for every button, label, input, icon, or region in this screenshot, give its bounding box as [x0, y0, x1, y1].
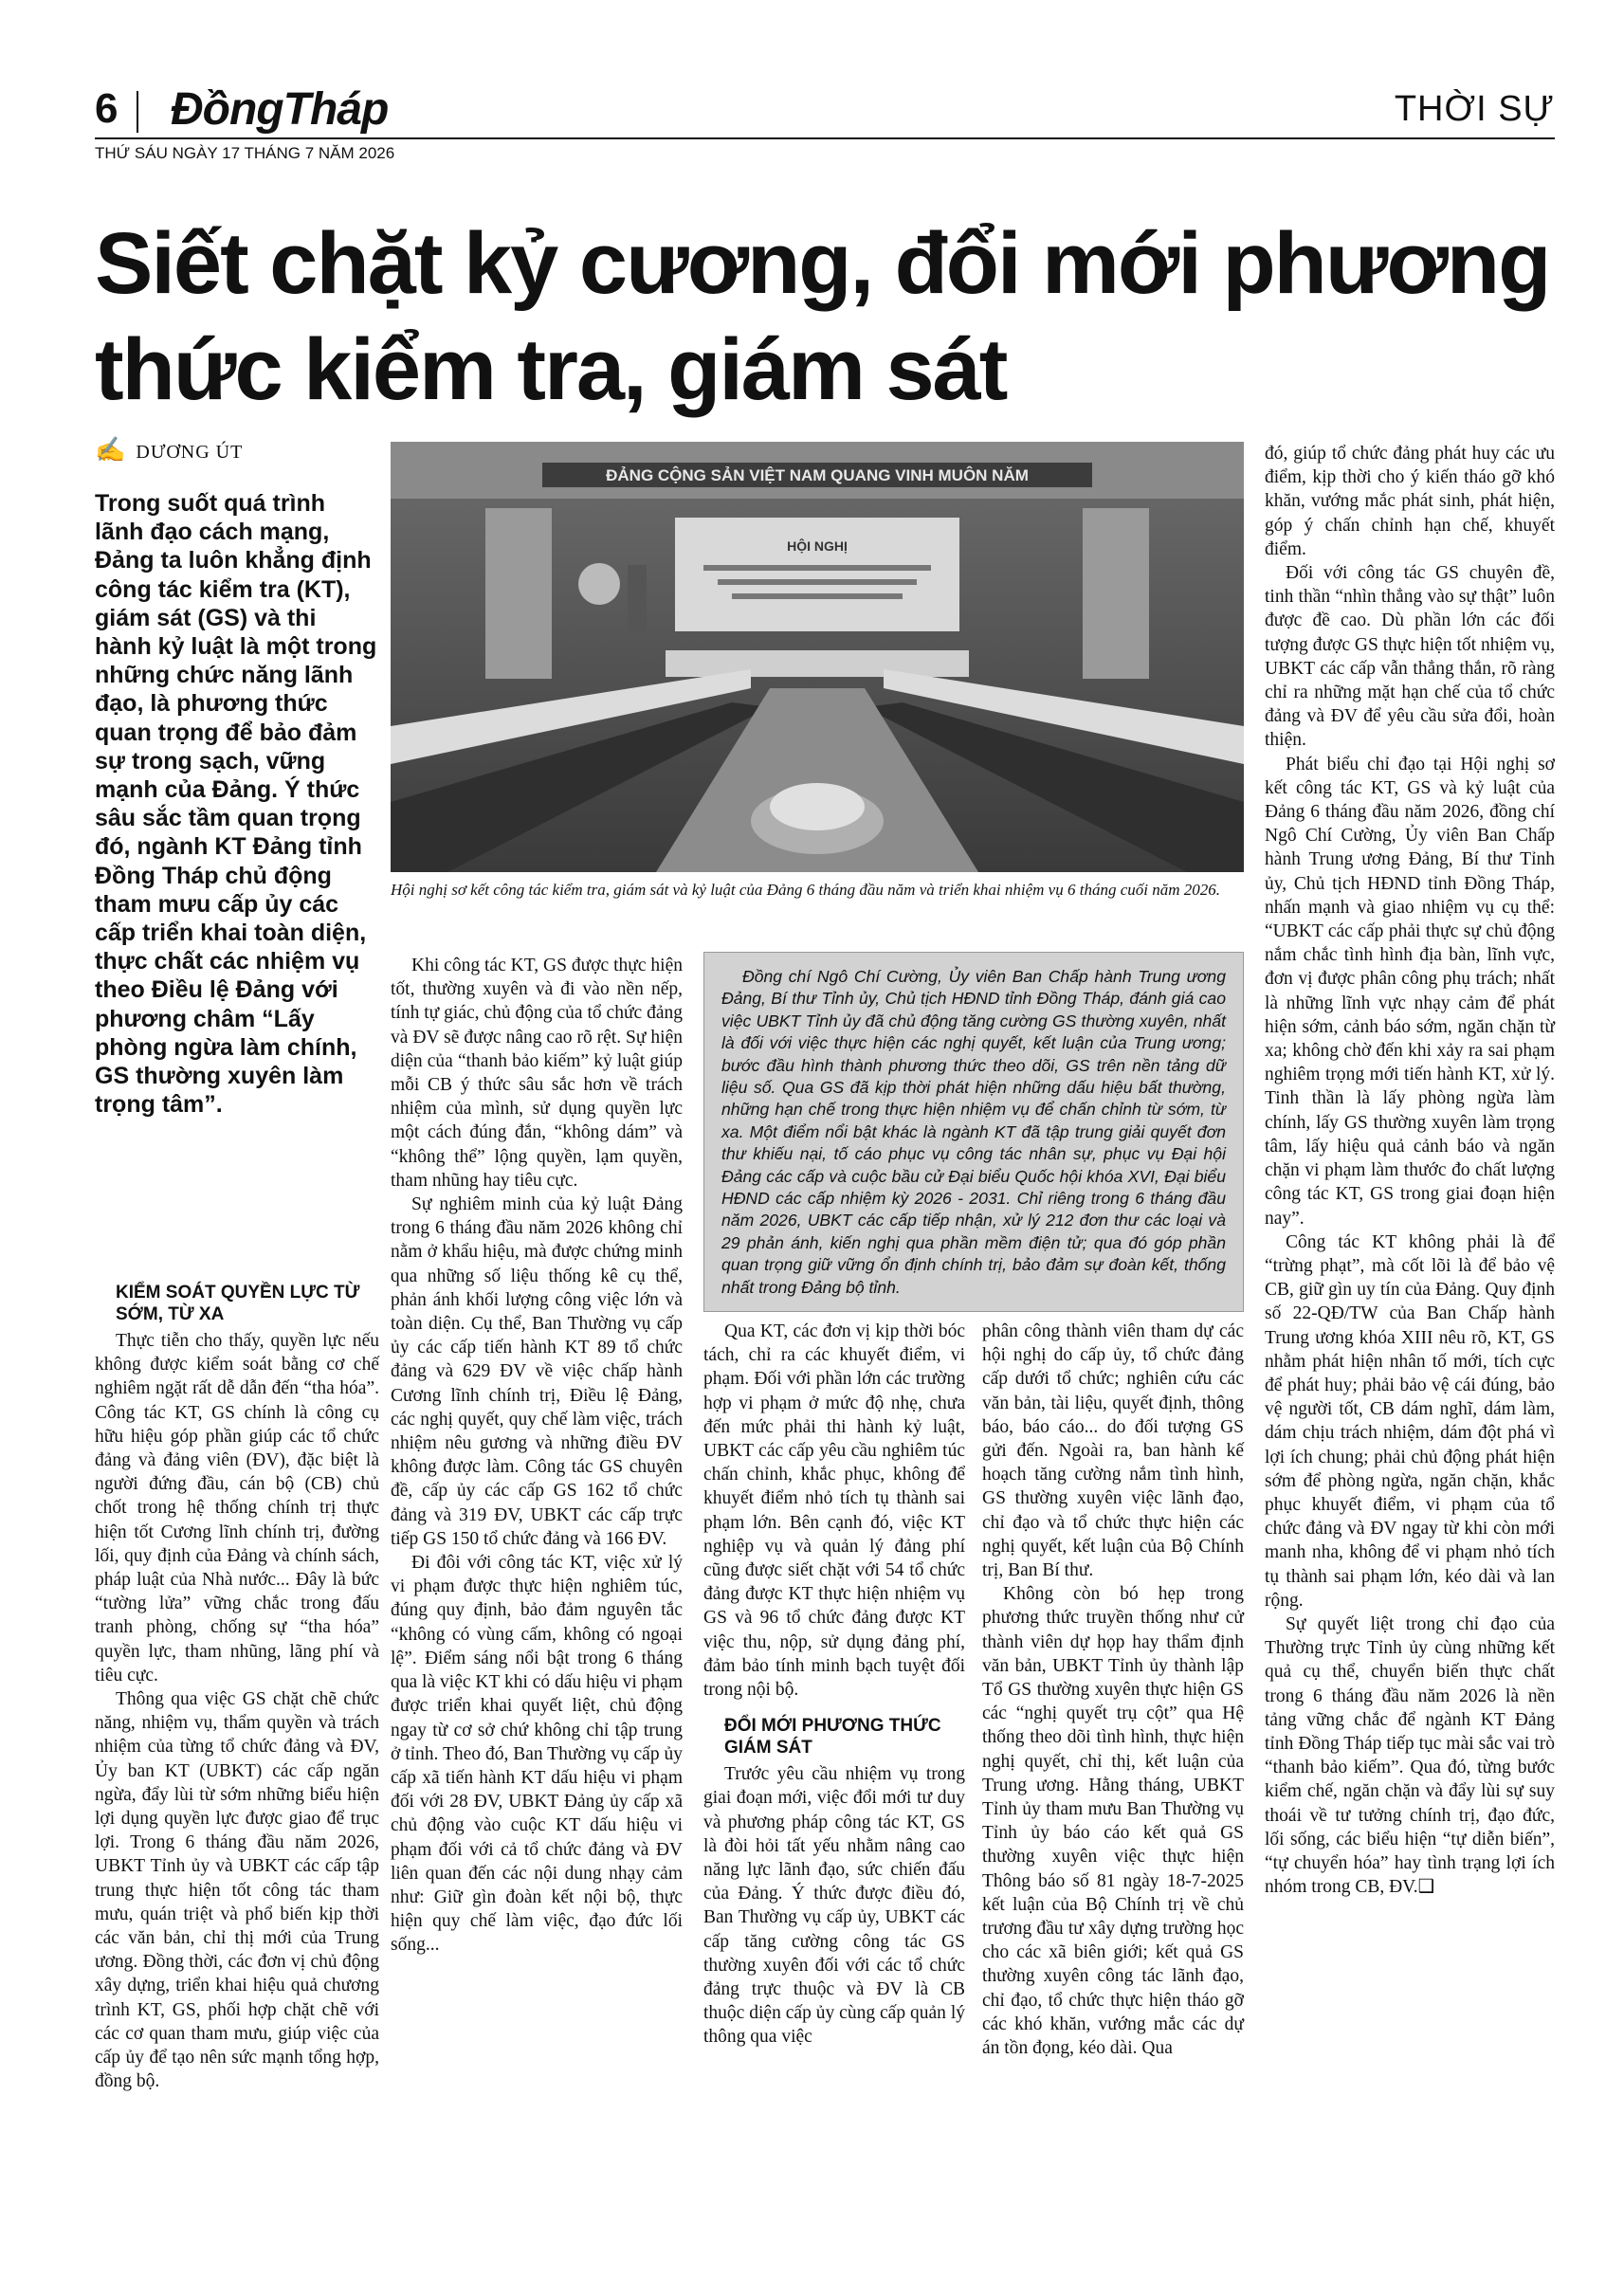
article-lead: Trong suốt quá trình lãnh đạo cách mạng, Đảng ta luôn khẳng định công tác kiểm tra (KT), giám sát (GS) và thi hành kỷ luật là một trong những chức năng lãnh đạo, là phương thức quan trọng để bảo đảm sự trong sạch, vững mạnh của Đảng. Ý thức sâu sắc tầm quan trọng đó, ngành KT Đảng tỉnh Đồng Tháp chủ động tham mưu cấp ủy các cấp triển khai toàn diện, thực chất các nhiệm vụ theo Điều lệ Đảng với phương châm “Lấy phòng ngừa làm chính, GS thường xuyên làm trọng tâm”.	[95, 490, 377, 1119]
col5-paragraph: Công tác KT không phải là để “trừng phạt”, mà cốt lõi là để bảo vệ CB, giữ gìn uy tín của Đảng. Quy định số 22-QĐ/TW của Ban Chấp hành Trung ương khóa XIII nêu rõ, KT, GS nhằm phát hiện nhân tố mới, tích cực để phát huy; phải bảo vệ cái đúng, bảo vệ người tốt, CB dám nghĩ, dám làm, dám chịu trách nhiệm, dám đột phá vì lợi ích chung; phải chủ động phát hiện sớm để phòng ngừa, ngăn chặn, khắc phục khuyết điểm, vi phạm của tổ chức đảng và ĐV ngay từ khi còn mới manh nha, không để vi phạm nhỏ tích tụ thành sai phạm lớn, kéo dài và lan rộng.	[1265, 1231, 1555, 1611]
masthead	[95, 83, 1555, 140]
col5-paragraph: Phát biểu chỉ đạo tại Hội nghị sơ kết công tác KT, GS và kỷ luật của Đảng 6 tháng đầu năm 2026, đồng chí Ngô Chí Cường, Ủy viên Ban Chấp hành Trung ương Đảng, Bí thư Tỉnh ủy, Chủ tịch HĐND tỉnh Đồng Tháp, nhấn mạnh và giao nhiệm vụ cụ thể: “UBKT các cấp phải thực sự chủ động nắm chắc tình hình địa bàn, lĩnh vực, đơn vị được phân công phụ trách; nhất là những lĩnh vực nhạy cảm để phát hiện sớm, cảnh báo sớm, ngăn chặn từ xa; không chờ đến khi xảy ra sai phạm nghiêm trọng mới tiến hành KT, xử lý. Tinh thần là lấy phòng ngừa làm chính, lấy GS thường xuyên làm trọng tâm, lấy hiệu quả cảnh báo và ngăn chặn vi phạm làm thước đo chất lượng công tác KT, GS trong giai đoạn hiện nay”.	[1265, 754, 1555, 1229]
pen-icon: ✍	[95, 436, 127, 464]
conference-photo-illustration	[391, 442, 1244, 872]
author-name: DƯƠNG ÚT	[136, 442, 244, 463]
dateline: THỨ SÁU NGÀY 17 THÁNG 7 NĂM 2026	[95, 144, 395, 162]
col5-paragraph: Đối với công tác GS chuyên đề, tinh thần “nhìn thẳng vào sự thật” luôn được đề cao. Dù phần lớn các đối tượng được GS thực hiện tốt nhiệm vụ, UBKT các cấp vẫn thẳng thắn, rõ ràng chỉ ra những mặt hạn chế của tổ chức đảng và ĐV để yêu cầu sửa đổi, hoàn thiện.	[1265, 563, 1555, 751]
column-3	[703, 1320, 965, 2050]
col4-paragraph: phân công thành viên tham dự các hội nghị do cấp ủy, tổ chức đảng cấp dưới tổ chức; nghiên cứu các văn bản, tài liệu, quyết định, thông báo, báo cáo... do đối tượng GS gửi đến. Ngoài ra, ban hành kế hoạch tăng cường nắm tình hình, GS thường xuyên việc lãnh đạo, chỉ đạo và tổ chức thực hiện các nghị quyết, kết luận của Bộ Chính trị, Ban Bí thư.	[982, 1321, 1244, 1581]
col3-paragraph: Trước yêu cầu nhiệm vụ trong giai đoạn mới, việc đổi mới tư duy và phương pháp công tác KT, GS là đòi hỏi tất yếu nhằm nâng cao năng lực lãnh đạo, sức chiến đấu của Đảng. Ý thức được điều đó, Ban Thường vụ cấp ủy, UBKT các cấp tăng cường công tác GS thường xuyên đối với các tổ chức đảng trực thuộc và ĐV là CB thuộc diện cấp ủy cùng cấp quản lý thông qua việc	[703, 1764, 965, 2048]
col1-paragraph: Thực tiễn cho thấy, quyền lực nếu không được kiểm soát bằng cơ chế nghiêm ngặt rất dễ dẫn đến “tha hóa”. Công tác KT, GS chính là công cụ hữu hiệu góp phần giúp các tổ chức đảng và đảng viên (ĐV), đặc biệt là người đứng đầu, cán bộ (CB) chủ chốt trong hệ thống chính trị thực hiện tốt Cương lĩnh chính trị, đường lối, quy định của Đảng và chính sách, pháp luật của Nhà nước... Đây là bức “tường lửa” vững chắc trong đấu tranh phòng, chống sự “tha hóa” quyền lực, tham nhũng, lãng phí và tiêu cực.	[95, 1331, 379, 1686]
pull-quote-box: Đồng chí Ngô Chí Cường, Ủy viên Ban Chấp hành Trung ương Đảng, Bí thư Tỉnh ủy, Chủ tịch HĐND tỉnh Đồng Tháp, đánh giá cao việc UBKT Tỉnh ủy đã chủ động tăng cường GS thường xuyên, nhất là đối với việc thực hiện các nghị quyết, kết luận của Trung ương; bước đầu hình thành phương thức theo dõi, GS trên nền tảng dữ liệu số. Qua GS đã kịp thời phát hiện những dấu hiệu bất thường, những hạn chế trong thực hiện nhiệm vụ để chấn chỉnh từ sớm, từ xa. Một điểm nổi bật khác là ngành KT đã tập trung giải quyết đơn thư khiếu nại, tố cáo phục vụ công tác nhân sự, phục vụ Đại hội Đảng các cấp và cuộc bầu cử Đại biểu Quốc hội khóa XVI, Đại biểu HĐND các cấp nhiệm kỳ 2026 - 2031. Chỉ riêng trong 6 tháng đầu năm 2026, UBKT các cấp tiếp nhận, xử lý 212 đơn thư các loại và 29 phản ánh, kiến nghị qua phần mềm điện tử; qua đó góp phần quan trọng giữ vững ổn định chính trị, bảo đảm sự đoàn kết, thống nhất trong Đảng bộ tỉnh.	[703, 952, 1244, 1312]
col5-final-text: Sự quyết liệt trong chỉ đạo của Thường trực Tỉnh ủy cùng những kết quả cụ thể, chuyển biến thực chất trong 6 tháng đầu năm 2026 là nền tảng vững chắc để ngành KT Đảng tỉnh Đồng Tháp tiếp tục mài sắc vai trò “thanh bảo kiếm”. Qua đó, từng bước kiểm chế, ngăn chặn và đẩy lùi sự suy thoái về tư tưởng chính trị, đạo đức, lối sống, các biểu hiện “tự diễn biến”, “tự chuyển hóa” hay tình trạng lợi ích nhóm trong CB, ĐV.	[1265, 1613, 1555, 1898]
photo-screen-title: HỘI NGHỊ	[787, 538, 848, 554]
col3-paragraph: Qua KT, các đơn vị kịp thời bóc tách, chỉ ra các khuyết điểm, vi phạm. Đối với phần lớn các trường hợp vi phạm ở mức độ nhẹ, chưa đến mức phải thi hành kỷ luật, UBKT các cấp yêu cầu nghiêm túc chấn chỉnh, khắc phục, không để khuyết điểm nhỏ tích tụ thành sai phạm lớn. Bên cạnh đó, việc KT nghiệp vụ và quản lý đảng phí cũng được siết chặt với 54 tổ chức đảng được KT thực hiện nhiệm vụ GS và 96 tổ chức đảng được KT việc thu, nộp, sử dụng đảng phí, đảm bảo tính minh bạch tuyệt đối trong nội bộ.	[703, 1321, 965, 1701]
column-4	[982, 1320, 1244, 2060]
subhead-1: KIỂM SOÁT QUYỀN LỰC TỪ SỚM, TỪ XA	[116, 1283, 360, 1324]
column-2	[391, 954, 683, 1958]
col5-paragraph: đó, giúp tổ chức đảng phát huy các ưu điểm, kịp thời cho ý kiến tháo gỡ khó khăn, vướng mắc phát sinh, phát hiện, góp ý chấn chỉnh hạn chế, khuyết điểm.	[1265, 444, 1555, 559]
masthead-divider	[137, 91, 138, 133]
newspaper-logo: ĐồngTháp	[171, 84, 389, 135]
end-mark: ❑	[1417, 1877, 1435, 1898]
column-1	[95, 1274, 379, 2094]
col2-paragraph: Sự nghiêm minh của kỷ luật Đảng trong 6 tháng đầu năm 2026 không chỉ nằm ở khẩu hiệu, mà được chứng minh qua những số liệu thống kê cụ thể, phản ánh khối lượng công việc lớn và toàn diện. Cụ thể, Ban Thường vụ cấp ủy các cấp tiến hành KT 89 tổ chức đảng và 629 ĐV về việc chấp hành Cương lĩnh chính trị, Điều lệ Đảng, các nghị quyết, quy chế làm việc, trách nhiệm nêu gương và những điều ĐV không được làm. Công tác GS chuyên đề, cấp ủy các cấp GS 162 tổ chức đảng và 319 ĐV, UBKT các cấp trực tiếp GS 150 tổ chức đảng và 166 ĐV.	[391, 1194, 683, 1549]
subhead-2: ĐỔI MỚI PHƯƠNG THỨC GIÁM SÁT	[724, 1716, 941, 1758]
photo-caption: Hội nghị sơ kết công tác kiểm tra, giám sát và kỷ luật của Đảng 6 tháng đầu năm và triển khai nhiệm vụ 6 tháng cuối năm 2026.	[391, 881, 1220, 899]
column-5	[1265, 442, 1555, 1899]
page-number: 6	[95, 85, 119, 132]
conference-photo	[391, 442, 1244, 872]
col5-paragraph	[1265, 1613, 1555, 1899]
col2-paragraph: Khi công tác KT, GS được thực hiện tốt, thường xuyên và đi vào nền nếp, tính tự giác, chủ động của tổ chức đảng và ĐV sẽ được nâng cao rõ rệt. Sự hiện diện của “thanh bảo kiếm” kỷ luật giúp mỗi CB ý thức sâu sắc hơn về trách nhiệm của mình, sử dụng quyền lực một cách đúng đắn, “không dám” và “không thể” lộng quyền, lạm quyền, tham nhũng hay tiêu cực.	[391, 956, 683, 1191]
header-rule	[95, 137, 1555, 139]
col2-paragraph: Đi đôi với công tác KT, việc xử lý vi phạm được thực hiện nghiêm túc, đúng quy định, bảo đảm nguyên tắc “không có vùng cấm, không có ngoại lệ”. Điểm sáng nổi bật trong 6 tháng qua là việc KT khi có dấu hiệu vi phạm được triển khai quyết liệt, chủ động ngay từ cơ sở chứ không chỉ tập trung ở tỉnh. Theo đó, Ban Thường vụ cấp ủy cấp xã tiến hành KT dấu hiệu vi phạm đối với 28 ĐV, UBKT Đảng ủy cấp xã chủ động vào cuộc KT dấu hiệu vi phạm đối với cả tổ chức đảng và ĐV liên quan đến các nội dung nhạy cảm như: Giữ gìn đoàn kết nội bộ, thực hiện quy chế làm việc, đạo đức lối sống...	[391, 1553, 683, 1956]
byline	[95, 436, 243, 465]
article-title: Siết chặt kỷ cương, đổi mới phương thức kiểm tra, giám sát	[95, 215, 1550, 418]
photo-banner-text: ĐẢNG CỘNG SẢN VIỆT NAM QUANG VINH MUÔN NĂM	[606, 466, 1029, 484]
col4-paragraph: Không còn bó hẹp trong phương thức truyền thống như cử thành viên dự họp hay thẩm định văn bản, UBKT Tỉnh ủy thành lập Tổ GS thường xuyên thực hiện GS các “nghị quyết trụ cột” qua Hệ thống theo dõi tình hình, thực hiện nghị quyết, chỉ thị, kết luận của Trung ương. Hằng tháng, UBKT Tỉnh ủy tham mưu Ban Thường vụ Tỉnh ủy báo cáo kết quả GS thường xuyên việc thực hiện Thông báo số 81 ngày 18-7-2025 kết luận của Bộ Chính trị về chủ trương đầu tư xây dựng trường học cho các xã biên giới; kết quả GS thường xuyên công tác lãnh đạo, chỉ đạo, tổ chức thực hiện tháo gỡ các khó khăn, vướng mắc các dự án tồn đọng, kéo dài. Qua	[982, 1584, 1244, 2059]
section-label: THỜI SỰ	[1394, 89, 1555, 129]
col1-paragraph: Thông qua việc GS chặt chẽ chức năng, nhiệm vụ, thẩm quyền và trách nhiệm của từng tổ chức đảng và ĐV, Ủy ban KT (UBKT) các cấp ngăn ngừa, đẩy lùi từ sớm những biểu hiện lợi dụng quyền lực được giao để trục lợi. Trong 6 tháng đầu năm 2026, UBKT Tỉnh ủy và UBKT các cấp tập trung thực hiện tốt công tác tham mưu, quán triệt và phổ biến kịp thời các văn bản, chỉ thị mới của Trung ương. Đồng thời, các đơn vị chủ động xây dựng, triển khai hiệu quả chương trình KT, GS, phối hợp chặt chẽ với các cơ quan tham mưu, giúp việc của cấp ủy để tạo nên sức mạnh tổng hợp, đồng bộ.	[95, 1689, 379, 2092]
